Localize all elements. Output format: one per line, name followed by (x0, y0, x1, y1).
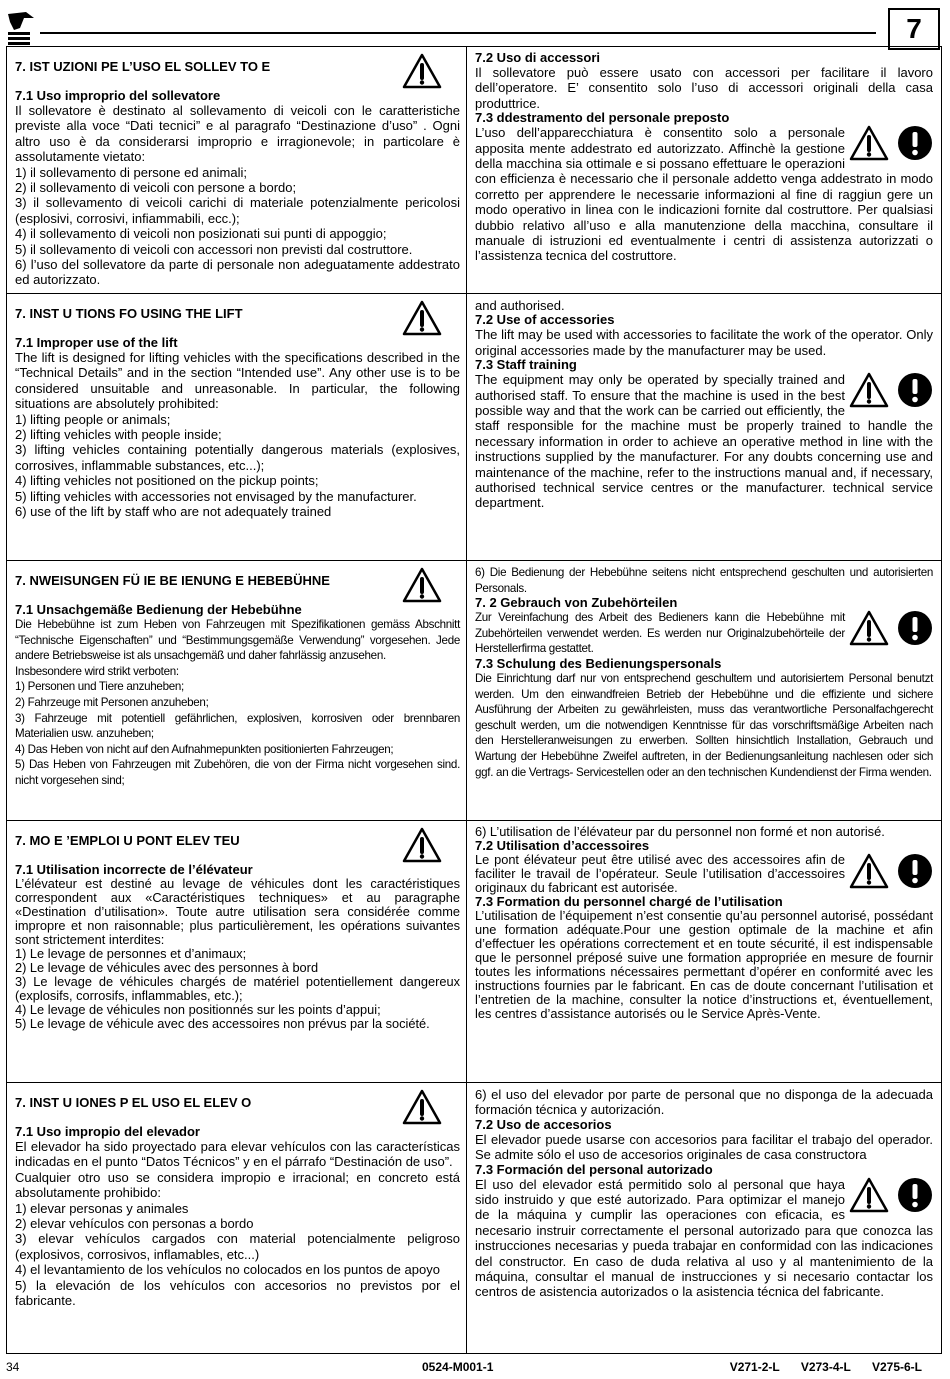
paragraph: El elevador ha sido proyectado para elevar vehículos con las características indicadas en el punto “Datos Técnicos” y en el párrafo “Destinación de uso”. (15, 1139, 460, 1170)
paragraph-text: El uso del elevador está permitido solo al personal que haya sido instruido y que esté autorizado. Para optimizar el manejo de la máquina y cumplir las operaciones con eficacia, es necesario instruir correctamente el personal autorizado para que conozca las instrucciones necesarias y pueda trabajar en conformidad con las indicaciones del constructor. En caso de duda relativa al uso y al mantenimiento de la máquina, consultar el manual de instrucciones y si necesario contactar los centros de asistencia autorizados o la asistencia técnica del fabricante. (475, 1176, 933, 1300)
safety-icons (849, 853, 933, 889)
fr-column-left (7, 821, 467, 1083)
paragraph: 4) Le levage de véhicules non positionnés sur les points d’appui; (15, 1002, 381, 1017)
paragraph-text: The equipment may only be operated by specially trained and authorised staff. To ensure that the machine is used in the best possible way and that the work can be carried out efficiently, the staff responsible for the machine must be properly trained to handle the necessary information in order to achieve an operative method in line with the instructions supplied by the manufacturer. For any doubts concerning use and maintenance of the machine, refer to the instructions manual and, if necessary, authorised technical service centres or the manufacturer. technical service department. (475, 372, 933, 511)
subsection-heading: 7.2 Uso de accesorios (475, 1116, 612, 1132)
section-title-text: 7. INST U TIONS FO USING THE LIFT (15, 306, 243, 321)
warning-triangle-icon (849, 1177, 889, 1213)
warning-triangle-icon (402, 300, 442, 336)
paragraph: 6) L’utilisation de l’élévateur par du personnel non formé et non autorisé. (475, 824, 885, 839)
fr-column-right (467, 821, 941, 1083)
section-en (7, 293, 941, 561)
section-title-text: 7. INST U IONES P EL USO EL ELEV O (15, 1095, 252, 1110)
paragraph: 3) Fahrzeuge mit potentiell gefährlichen, explosiven, korrosiven oder brennbaren Materialien usw. anzuheben; (15, 711, 460, 741)
en-column-left (7, 294, 467, 561)
paragraph: 2) il sollevamento di veicoli con persone a bordo; (15, 180, 297, 196)
safety-icons (849, 610, 933, 646)
document-code: 0524-M001-1 (422, 1360, 494, 1374)
exclamation-circle-icon (897, 125, 933, 161)
paragraph: L’utilisation de l’équipement n’est consentie qu’au personnel autorisé, possédant une formation adéquate.Pour une gestion optimale de la machine et afin d’effectuer les opérations correctement et en toute sécurité, il est indispensable que le personnel préposé suive une formation appropriée en mesure de fournir toutes les informations nécessaires permettant d’opérer en conformité avec les instructions fournies par le fabricant. En cas de doute concernant l’utilisation et l’entretien de la machine, consulter la notice d’instructions et, éventuellement, les centres d’assistance autorisés ou le Service Après-Vente. (475, 908, 933, 1021)
paragraph-with-icons (475, 610, 933, 657)
paragraph: 4) el levantamiento de los vehículos no colocados en los puntos de apoyo (15, 1262, 440, 1278)
section-it (7, 47, 941, 293)
paragraph: 3) Le levage de véhicules chargés de matériel potentiellement dangereux (explosifs, corrosifs, inflammables, etc.); (15, 974, 460, 1003)
exclamation-circle-icon (897, 853, 933, 889)
safety-icons (849, 125, 933, 161)
subsection-heading: 7.3 Formación del personal autorizado (475, 1161, 713, 1177)
section-title (15, 1091, 460, 1125)
paragraph: and authorised. (475, 298, 565, 313)
en-column-right (467, 294, 941, 561)
paragraph: 6) use of the lift by staff who are not adequately trained (15, 504, 332, 520)
model-list: V271-2-L V273-4-L V275-6-L (729, 1360, 922, 1374)
subsection-heading: 7.2 Utilisation d’accessoires (475, 838, 650, 853)
subsection-heading: 7.3 Formation du personnel chargé de l’utilisation (475, 894, 783, 909)
section-fr (7, 820, 941, 1083)
warning-triangle-icon (402, 53, 442, 89)
paragraph: 3) elevar vehículos cargados con material potencialmente peligroso (explosivos, corrosivos, inflamables, etc...) (15, 1231, 460, 1262)
paragraph: 1) il sollevamento di persone ed animali; (15, 164, 247, 180)
section-title-text: 7. NWEISUNGEN FÜ IE BE IENUNG E HEBEBÜHNE (15, 573, 330, 588)
warning-triangle-icon (402, 1089, 442, 1125)
paragraph: 6) Die Bedienung der Hebebühne seitens nicht entsprechend geschulten und autorisierten Personals. (475, 566, 933, 595)
paragraph: 5) il sollevamento di veicoli con accessori non previsti dal costruttore. (15, 241, 413, 257)
paragraph: Cualquier otro uso se considera impropio e irracional; en concreto está absolutamente prohibido: (15, 1169, 460, 1201)
paragraph: L’élévateur est destiné au levage de véhicules dont les caractéristiques correspondent aux «Caractéristiques techniques» et au paragraphe «Destination d’utilisation». Toute autre utilisation sera considérée comme impropre et non raisonnable; plus particulièrement, les opérations suivantes sont strictement interdites: (15, 876, 460, 947)
paragraph: 2) lifting vehicles with people inside; (15, 427, 222, 443)
subsection-heading: 7.2 Uso di accessori (475, 50, 601, 65)
de-column-left (7, 561, 467, 821)
warning-triangle-icon (402, 827, 442, 863)
paragraph: Il sollevatore è destinato al sollevamento di veicoli con le caratteristiche previste alla voce “Dati tecnici” e al paragrafo “Destinazione d’uso” . Ogni altro uso è da considerarsi improprio e irragionevole; in particolare è assolutamente vietato: (15, 103, 460, 165)
paragraph: Insbesondere wird strikt verboten: (15, 664, 179, 678)
page-number: 34 (6, 1360, 20, 1374)
paragraph-with-icons (475, 853, 933, 895)
paragraph: 1) Personen und Tiere anzuheben; (15, 680, 184, 694)
exclamation-circle-icon (897, 372, 933, 408)
subsection-heading: 7.2 Use of accessories (475, 312, 615, 328)
paragraph-with-icons (475, 372, 933, 511)
subsection-heading: 7.3 Staff training (475, 357, 577, 373)
paragraph-with-icons (475, 125, 933, 264)
exclamation-circle-icon (897, 610, 933, 646)
es-column-left (7, 1083, 467, 1354)
paragraph-text: L’uso dell’apparecchiatura è consentito solo a personale apposita mente addestrato ed autorizzato. Affinchè la gestione della macchina sia ottimale e si possano effettuare le operazioni con efficienza è necessario che il personale addetto venga addestrato in modo corretto per apprendere le necessarie informazioni al fine di raggiun gere un modo operativo in linea con le indicazioni fornite dal costruttore. Per qualsiasi dubbio relativo all’uso e alla manutenzione della macchina, consultare il manuale di istruzioni ed eventualmente i centri di assistenza autorizzati o l’assistenza tecnica del costruttore. (475, 125, 933, 264)
subsection-heading: 7.3 Schulung des Bedienungspersonals (475, 655, 722, 671)
de-column-right (467, 561, 941, 821)
paragraph: 1) elevar personas y animales (15, 1200, 189, 1216)
warning-triangle-icon (402, 567, 442, 603)
es-column-right (467, 1083, 941, 1354)
section-title (15, 569, 460, 603)
safety-icons (849, 372, 933, 408)
it-column-left (7, 47, 467, 293)
it-column-right (467, 47, 941, 293)
subsection-heading: 7. 2 Gebrauch von Zubehörteilen (475, 595, 678, 611)
subsection-heading: 7.1 Unsachgemäße Bedienung der Hebebühne (15, 602, 302, 617)
section-title-text: 7. MO E ’EMPLOI U PONT ELEV TEU (15, 833, 240, 848)
paragraph-text: Zur Vereinfachung des Arbeit des Bedieners kann die Hebebühne mit Zubehörteilen verwendet werden. Es werden nur Originalzubehörteile der Herstellerfirma gestattet. (475, 611, 845, 656)
paragraph: 2) Le levage de véhicules avec des personnes à bord (15, 960, 319, 975)
section-es (7, 1082, 941, 1354)
paragraph: 2) Fahrzeuge mit Personen anzuheben; (15, 695, 209, 709)
exclamation-circle-icon (897, 1177, 933, 1213)
safety-icons (849, 1177, 933, 1213)
section-de (7, 560, 941, 821)
paragraph: 5) la elevación de los vehículos con accesorios no previstos por el fabricante. (15, 1277, 460, 1309)
paragraph-text: Le pont élévateur peut être utilisé avec des accessoires afin de faciliter le travail de l’opérateur. Seule l’utilisation d’accessoires originaux du fabricant est autorisée. (475, 852, 845, 895)
paragraph: 5) Le levage de véhicule avec des accessoires non prévus par la société. (15, 1016, 430, 1031)
paragraph: 5) lifting vehicles with accessories not envisaged by the manufacturer. (15, 488, 417, 504)
chapter-number: 7 (888, 8, 940, 50)
footer (0, 1360, 950, 1376)
section-title (15, 829, 460, 863)
paragraph: 1) Le levage de personnes et d’animaux; (15, 946, 247, 961)
warning-triangle-icon (849, 372, 889, 408)
paragraph: Il sollevatore può essere usato con accessori per facilitare il lavoro dell’operatore. E’ consentito solo l’uso di accessori originali della casa produttrice. (475, 65, 933, 111)
paragraph: 3) il sollevamento di veicoli carichi di materiale potenzialmente pericolosi (esplosivi, corrosivi, infiammabili, ecc.); (15, 195, 460, 226)
paragraph: 6) el uso del elevador por parte de personal que no disponga de la adecuada formación técnica y autorización. (475, 1087, 933, 1118)
paragraph: 1) lifting people or animals; (15, 411, 171, 427)
header-rule (40, 32, 876, 34)
paragraph: Die Einrichtung darf nur von entsprechend geschultem und autorisiertem Personal benutzt werden. Um den einwandfreien Betrieb der Hebebühne und die effiziente und sichere Ausführung der Arbeiten zu gewährleisten, muss das verantwortliche Personalfachgerecht geschult werden, um die notwendigen Kenntnisse für das vorschriftsmäßige Arbeiten nach den Herstelleranweisungen zu erwerben. Sollten hinsichtlich Installation, Gebrauch und Wartung der Hebebühne Zweifel auftreten, in der Bedienungsanleitung nachlesen oder sich ggf. an die Vertrags- Servicestellen oder an den technischen Kundendienst der Firma wenden. (475, 671, 933, 779)
paragraph: 2) elevar vehículos con personas a bordo (15, 1216, 254, 1232)
paragraph: 5) Das Heben von Fahrzeugen mit Zubehören, die von der Firma nicht vorgesehen sind. nicht vorgesehen sind; (15, 758, 460, 787)
warning-triangle-icon (849, 853, 889, 889)
subsection-heading: 7.1 Uso improprio del sollevatore (15, 88, 221, 103)
content-frame (6, 46, 942, 1354)
paragraph: The lift is designed for lifting vehicles with the specifications described in the “Technical Details” and in the section “Intended use”. Any other use is to be considered unsuitable and unreasonable. In particular, the following situations are absolutely prohibited: (15, 350, 460, 412)
section-title (15, 302, 460, 336)
warning-triangle-icon (849, 125, 889, 161)
paragraph: 4) lifting vehicles not positioned on the pickup points; (15, 473, 319, 489)
paragraph: 3) lifting vehicles containing potentially dangerous materials (explosives, corrosives, inflammable substances, etc...); (15, 442, 460, 473)
paragraph-with-icons (475, 1177, 933, 1300)
section-title-text: 7. IST UZIONI PE L’USO EL SOLLEV TO E (15, 59, 271, 74)
paragraph: 4) il sollevamento di veicoli non posizionati sui punti di appoggio; (15, 226, 387, 242)
section-title (15, 55, 460, 89)
subsection-heading: 7.1 Uso impropio del elevador (15, 1124, 200, 1139)
subsection-heading: 7.3 ddestramento del personale preposto (475, 110, 730, 126)
paragraph: 6) l’uso del sollevatore da parte di personale non adeguatamente addestrato ed autorizzato. (15, 257, 460, 288)
paragraph: Die Hebebühne ist zum Heben von Fahrzeugen mit Spezifikationen gemäss Abschnitt “Technische Eigenschaften” und “Bestimmungsgemäße Verwendung” vorgesehen. Jede andere Betriebsweise ist als unsachgemäß und daher fahrlässig anzusehen. (15, 618, 460, 663)
paragraph: The lift may be used with accessories to facilitate the work of the operator. Only original accessories made by the manufacturer may be used. (475, 327, 933, 358)
warning-triangle-icon (849, 610, 889, 646)
subsection-heading: 7.1 Improper use of the lift (15, 335, 178, 350)
paragraph: El elevador puede usarse con accesorios para facilitar el trabajo del operador. Se admite sólo el uso de accesorios originales de casa constructora (475, 1131, 933, 1163)
brand-logo (4, 8, 38, 46)
subsection-heading: 7.1 Utilisation incorrecte de l’élévateur (15, 862, 253, 877)
paragraph: 4) Das Heben von nicht auf den Aufnahmepunkten positionierten Fahrzeugen; (15, 742, 394, 756)
